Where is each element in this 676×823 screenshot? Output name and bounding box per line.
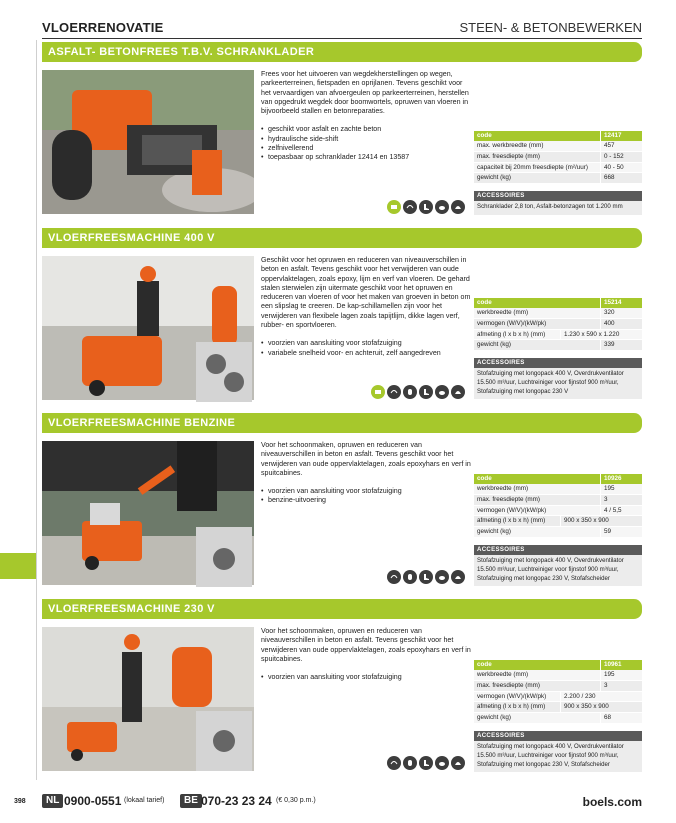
- spec-row: [474, 495, 642, 506]
- safety-gloves-icon: [403, 756, 417, 770]
- ear-protection-icon: [387, 385, 401, 399]
- spec-rows: [474, 141, 642, 184]
- safety-helmet-icon: [451, 570, 465, 584]
- spec-row: [474, 330, 642, 341]
- code-label: code: [477, 299, 492, 306]
- spec-header: [474, 298, 642, 308]
- brand-url[interactable]: boels.com: [582, 795, 642, 809]
- product-section-vloerfrees-benzine: [42, 413, 642, 589]
- safety-helmet-icon: [451, 756, 465, 770]
- feature-list: [261, 339, 473, 358]
- safety-helmet-icon: [451, 385, 465, 399]
- page-number: 398: [14, 798, 26, 805]
- safety-gloves-icon: [403, 570, 417, 584]
- spec-row: [474, 506, 642, 517]
- nl-flag-badge: NL: [42, 794, 63, 808]
- product-description: [261, 627, 473, 682]
- spec-rows: [474, 670, 642, 724]
- spec-table: [474, 660, 642, 724]
- spec-label: vermogen (W/V)/(kW/pk): [477, 506, 547, 514]
- dust-mask-icon: [435, 756, 449, 770]
- safety-boots-icon: [419, 385, 433, 399]
- product-code: 10961: [600, 660, 642, 670]
- feature-item: • voorzien van aansluiting voor stofafzuiging: [261, 487, 473, 496]
- safety-helmet-icon: [451, 200, 465, 214]
- spec-header: [474, 660, 642, 670]
- spec-label: max. freesdiepte (mm): [477, 681, 540, 689]
- accessories-text: Stofafzuiging met longopack 400 V, Overdrukventilator 15.500 m³/uur, Luchtreiniger voor fijnstof 900 m³/uur, Stofafzuiging met longopac 230 V, Stofafscheider: [474, 741, 642, 772]
- spec-row: [474, 681, 642, 692]
- spec-value: 68: [600, 713, 642, 723]
- spec-row: [474, 308, 642, 319]
- be-phone-note: (€ 0,30 p.m.): [276, 797, 316, 804]
- nl-phone[interactable]: 0900-0551: [64, 794, 122, 808]
- spec-row: [474, 141, 642, 152]
- section-title: VLOERFREESMACHINE 230 V: [42, 599, 642, 619]
- spec-row: [474, 340, 642, 351]
- spec-table: [474, 131, 642, 184]
- spec-header: [474, 474, 642, 484]
- page-title: VLOERRENOVATIE: [42, 20, 164, 35]
- spec-value: 400: [600, 319, 642, 329]
- spec-row: [474, 163, 642, 174]
- accessories-text: Stofafzuiging met longopack 400 V, Overdrukventilator 15.500 m³/uur, Luchtreiniger voor fijnstof 900 m³/uur, Stofafzuiging met longopac 230 V, Stofafscheider: [474, 555, 642, 586]
- product-section-asfaltfrees: [42, 42, 642, 218]
- spec-label: vermogen (W/V)/(kW/pk): [477, 319, 547, 327]
- spec-row: [474, 319, 642, 330]
- product-section-vloerfrees-400v: [42, 228, 642, 404]
- accessories-box: [474, 731, 642, 772]
- spec-row: [474, 484, 642, 495]
- page-header: [42, 18, 642, 40]
- accessories-header: ACCESSOIRES: [474, 191, 642, 201]
- page-category: STEEN- & BETONBEWERKEN: [459, 20, 642, 35]
- spec-value: 1.230 x 590 x 1.220: [560, 330, 642, 340]
- spec-value: 40 - 50: [600, 163, 642, 173]
- dust-mask-icon: [435, 385, 449, 399]
- spec-row: [474, 152, 642, 163]
- feature-item: • toepasbaar op schranklader 12414 en 13587: [261, 153, 473, 162]
- spec-table: [474, 298, 642, 351]
- dust-mask-icon: [435, 200, 449, 214]
- spec-row: [474, 692, 642, 703]
- code-label: code: [477, 132, 492, 139]
- product-section-vloerfrees-230v: [42, 599, 642, 779]
- spec-header: [474, 131, 642, 141]
- spec-label: max. freesdiepte (mm): [477, 495, 540, 503]
- feature-list: [261, 125, 473, 162]
- accessories-box: [474, 545, 642, 586]
- spec-value: 3: [600, 495, 642, 505]
- be-phone[interactable]: 070-23 23 24: [201, 794, 272, 808]
- safety-gloves-icon: [403, 385, 417, 399]
- spec-value: 320: [600, 308, 642, 318]
- star-wheel-thumbnail: [196, 342, 252, 402]
- spec-label: max. werkbreedte (mm): [477, 142, 544, 149]
- product-photo: [42, 70, 254, 214]
- spec-label: afmeting (l x b x h) (mm): [477, 517, 546, 525]
- feature-list: [261, 487, 473, 506]
- ear-protection-icon: [387, 756, 401, 770]
- feature-item: • benzine-uitvoering: [261, 496, 473, 505]
- be-flag-badge: BE: [180, 794, 202, 808]
- nl-phone-note: (lokaal tarief): [124, 797, 165, 804]
- spec-value: 4 / 5,5: [600, 506, 642, 516]
- feature-item: • zelfnivellerend: [261, 144, 473, 153]
- feature-list: [261, 673, 473, 682]
- spec-value: 59: [600, 527, 642, 537]
- spec-row: [474, 527, 642, 538]
- dust-mask-icon: [435, 570, 449, 584]
- spec-row: [474, 670, 642, 681]
- spec-label: werkbreedte (mm): [477, 309, 529, 316]
- spec-value: 339: [600, 340, 642, 350]
- product-code: 15214: [600, 298, 642, 308]
- description-text: Voor het schoonmaken, opruwen en reduceren van niveauverschillen in beton en asfalt. Tevens geschikt voor het verwijderen van oude oppervlaktelagen, zoals epoxyhars en verf in spuitcabines.: [261, 441, 471, 477]
- safety-icons: [387, 570, 465, 584]
- spec-value: 2.200 / 230: [560, 692, 642, 702]
- description-text: Frees voor het uitvoeren van wegdekherstellingen op wegen, parkeerterreinen, fietspaden en oprijlanen. Tevens geschikt voor het vervaardigen van afvoergeulen op parkeerterreinen, herstellen van opgedrukt wegdek door boomwortels, opruwen van vloeren in bijvoorbeeld stallen en betonreparaties.: [261, 70, 469, 116]
- product-description: [261, 441, 473, 506]
- product-code: 12417: [600, 131, 642, 141]
- star-wheel-thumbnail: [196, 711, 252, 771]
- feature-item: • voorzien van aansluiting voor stofafzuiging: [261, 673, 473, 682]
- product-description: [261, 256, 473, 358]
- accessories-header: ACCESSOIRES: [474, 731, 642, 741]
- section-title: VLOERFREESMACHINE BENZINE: [42, 413, 642, 433]
- star-wheel-thumbnail: [196, 527, 252, 587]
- spec-label: gewicht (kg): [477, 714, 511, 722]
- ear-protection-icon: [387, 570, 401, 584]
- spec-value: 195: [600, 484, 642, 494]
- safety-icons: [371, 385, 465, 399]
- spec-row: [474, 713, 642, 724]
- spec-value: 0 - 152: [600, 152, 642, 162]
- product-code: 10926: [600, 474, 642, 484]
- spec-rows: [474, 308, 642, 351]
- license-icon: [387, 200, 401, 214]
- spec-label: max. freesdiepte (mm): [477, 152, 540, 160]
- code-label: code: [477, 475, 492, 482]
- margin-divider: [36, 40, 37, 780]
- accessories-text: Stofafzuiging met longopack 400 V, Overdrukventilator 15.500 m³/uur, Luchtreiniger voor fijnstof 900 m³/uur, Stofafzuiging met longopac 230 V: [474, 368, 642, 399]
- feature-item: • variabele snelheid voor- en achteruit, zelf aangedreven: [261, 349, 473, 358]
- spec-label: afmeting (l x b x h) (mm): [477, 330, 546, 338]
- spec-row: [474, 702, 642, 713]
- section-title: VLOERFREESMACHINE 400 V: [42, 228, 642, 248]
- safety-icons: [387, 756, 465, 770]
- feature-item: • voorzien van aansluiting voor stofafzuiging: [261, 339, 473, 348]
- spec-label: gewicht (kg): [477, 341, 511, 349]
- description-text: Geschikt voor het opruwen en reduceren van niveauverschillen in beton en asfalt. Tevens geschikt voor het verwijderen van oude oppervlaktelagen, zoals epoxy, lijm en verf van vloeren. De gehard stalen sterwielen zijn uitermate geschikt voor het opruwen en reduceren van vloeren of voor het maken van groeven in beton om een slipslag te creeren. De kap-schillamellen zijn voor het verwijderen van flexibele lagen zoals tapijtlijm, dikke lagen verf, rubber- en sportvloeren.: [261, 256, 471, 330]
- safety-boots-icon: [419, 570, 433, 584]
- spec-row: [474, 173, 642, 184]
- accessories-box: [474, 358, 642, 399]
- spec-label: afmeting (l x b x h) (mm): [477, 703, 546, 711]
- spec-value: 668: [600, 173, 642, 183]
- section-tab-marker: [0, 553, 36, 579]
- accessories-box: [474, 191, 642, 215]
- section-title: ASFALT- BETONFREES T.B.V. SCHRANKLADER: [42, 42, 642, 62]
- feature-item: • geschikt voor asfalt en zachte beton: [261, 125, 473, 134]
- spec-row: [474, 516, 642, 527]
- spec-label: gewicht (kg): [477, 528, 511, 536]
- spec-value: 900 x 350 x 900: [560, 516, 642, 526]
- license-icon: [371, 385, 385, 399]
- safety-icons: [387, 200, 465, 214]
- spec-label: capaciteit bij 20mm freesdiepte (m²/uur): [477, 163, 588, 171]
- spec-rows: [474, 484, 642, 538]
- safety-boots-icon: [419, 200, 433, 214]
- spec-table: [474, 474, 642, 538]
- spec-label: werkbreedte (mm): [477, 485, 529, 492]
- safety-boots-icon: [419, 756, 433, 770]
- code-label: code: [477, 661, 492, 668]
- description-text: Voor het schoonmaken, opruwen en reduceren van niveauverschillen in beton en asfalt. Tevens geschikt voor het verwijderen van oude oppervlaktelagen, zoals epoxyhars en verf in spuitcabines.: [261, 627, 471, 663]
- spec-label: gewicht (kg): [477, 174, 511, 182]
- accessories-header: ACCESSOIRES: [474, 358, 642, 368]
- spec-label: werkbreedte (mm): [477, 671, 529, 678]
- header-divider: [42, 38, 642, 39]
- feature-item: • hydraulische side-shift: [261, 135, 473, 144]
- spec-value: 900 x 350 x 900: [560, 702, 642, 712]
- spec-value: 457: [600, 141, 642, 151]
- spec-value: 3: [600, 681, 642, 691]
- page-footer: [0, 790, 676, 812]
- spec-value: 195: [600, 670, 642, 680]
- accessories-header: ACCESSOIRES: [474, 545, 642, 555]
- accessories-text: Schranklader 2,8 ton, Asfalt-betonzagen tot 1.200 mm: [474, 201, 642, 215]
- product-description: [261, 70, 473, 163]
- ear-protection-icon: [403, 200, 417, 214]
- spec-label: vermogen (W/V)/(kW/pk): [477, 692, 547, 700]
